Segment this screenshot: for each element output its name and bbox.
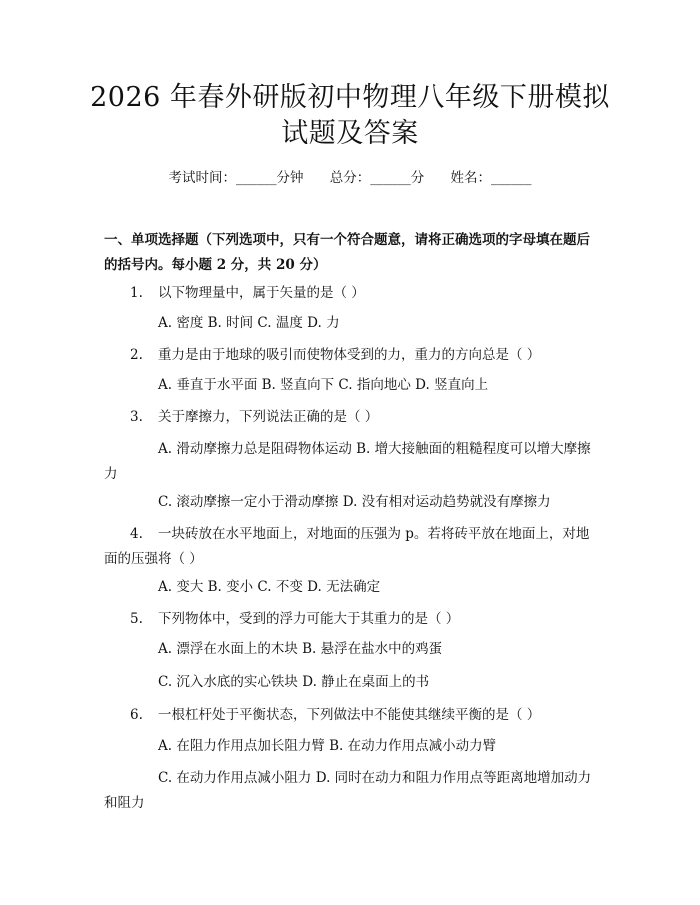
question-text: 重力是由于地球的吸引而使物体受到的力，重力的方向总是（ ） — [158, 347, 541, 363]
question-number: 6. — [130, 707, 143, 723]
question-5-options-ab: A. 漂浮在水面上的木块 B. 悬浮在盐水中的鸡蛋 — [158, 641, 443, 657]
exam-info-line — [0, 168, 700, 188]
question-6 — [104, 703, 596, 728]
student-name-field: 姓名：______ — [450, 170, 532, 186]
question-text: 下列物体中，受到的浮力可能大于其重力的是（ ） — [158, 611, 460, 627]
question-4 — [104, 522, 596, 572]
question-number: 3. — [130, 409, 143, 425]
question-text: 以下物理量中，属于矢量的是（ ） — [158, 285, 365, 301]
question-number: 2. — [130, 347, 143, 363]
document-title: 2026 年春外研版初中物理八年级下册模拟试题及答案 — [90, 82, 610, 149]
question-3 — [104, 405, 596, 430]
question-number: 4. — [130, 526, 143, 542]
question-5-options-cd: C. 沉入水底的实心铁块 D. 静止在桌面上的书 — [158, 674, 430, 690]
question-4-options: A. 变大 B. 变小 C. 不变 D. 无法确定 — [158, 579, 381, 595]
question-6-options-cd: C. 在动力作用点减小阻力 D. 同时在动力和阻力作用点等距离地增加动力和阻力 — [104, 770, 592, 811]
question-number: 1. — [130, 285, 143, 301]
question-1 — [104, 281, 596, 306]
exam-time-field: 考试时间：______分钟 — [168, 170, 304, 186]
question-text: 一根杠杆处于平衡状态，下列做法中不能使其继续平衡的是（ ） — [158, 707, 541, 723]
question-3-options-ab: A. 滑动摩擦力总是阻碍物体运动 B. 增大接触面的粗糙程度可以增大摩擦力 — [104, 441, 591, 482]
question-2 — [104, 343, 596, 368]
question-text: 关于摩擦力，下列说法正确的是（ ） — [158, 409, 379, 425]
question-2-options: A. 垂直于水平面 B. 竖直向下 C. 指向地心 D. 竖直向上 — [158, 377, 489, 393]
question-text: 一块砖放在水平地面上，对地面的压强为 p。若将砖平放在地面上，对地面的压强将（ ） — [104, 526, 590, 567]
question-5 — [104, 607, 596, 632]
section-heading: 一、单项选择题（下列选项中，只有一个符合题意，请将正确选项的字母填在题后的括号内。每小题 2 分，共 20 分） — [104, 232, 590, 273]
question-3-options-cd: C. 滚动摩擦一定小于滑动摩擦 D. 没有相对运动趋势就没有摩擦力 — [158, 494, 551, 510]
question-number: 5. — [130, 611, 143, 627]
question-6-options-ab: A. 在阻力作用点加长阻力臂 B. 在动力作用点减小动力臂 — [158, 738, 497, 754]
total-score-field: 总分：______分 — [329, 170, 425, 186]
question-1-options: A. 密度 B. 时间 C. 温度 D. 力 — [158, 315, 340, 331]
